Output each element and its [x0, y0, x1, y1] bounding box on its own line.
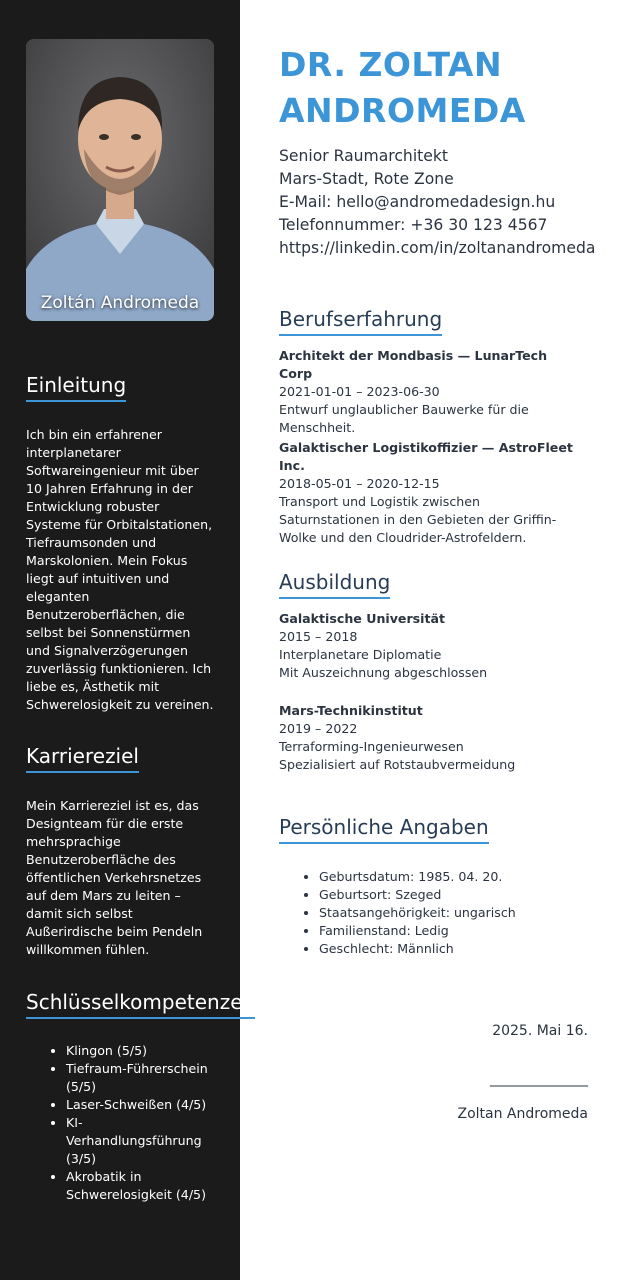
experience-item	[279, 347, 579, 437]
education-field: Interplanetare Diplomatie	[279, 647, 442, 662]
skill-item: • Klingon (5/5)	[66, 1042, 216, 1060]
personal-item: • Staatsangehörigkeit: ungarisch	[319, 904, 516, 922]
signature-line: ______________	[490, 1071, 588, 1087]
job-title: Senior Raumarchitekt	[279, 147, 449, 165]
skills-list	[26, 1042, 216, 1204]
personal-item: • Geburtsdatum: 1985. 04. 20.	[319, 868, 516, 886]
contact-block	[279, 145, 595, 260]
full-name	[279, 42, 526, 134]
personal-item: • Geschlecht: Männlich	[319, 940, 516, 958]
skills-heading: Schlüsselkompetenzen	[26, 990, 255, 1019]
education-dates: 2015 – 2018	[279, 629, 358, 644]
location: Mars-Stadt, Rote Zone	[279, 170, 454, 188]
education-note: Mit Auszeichnung abgeschlossen	[279, 665, 488, 680]
experience-dates: 2021-01-01 – 2023-06-30	[279, 384, 440, 399]
personal-heading: Persönliche Angaben	[279, 815, 489, 844]
intro-heading: Einleitung	[26, 373, 126, 402]
experience-item	[279, 439, 579, 547]
email[interactable]: E-Mail: hello@andromedadesign.hu	[279, 193, 556, 211]
main-content	[240, 0, 627, 1280]
sidebar	[0, 0, 256, 1280]
education-note: Spezialisiert auf Rotstaubvermeidung	[279, 757, 516, 772]
skill-item: • Laser-Schweißen (4/5)	[66, 1096, 216, 1114]
personal-item: • Geburtsort: Szeged	[319, 886, 516, 904]
personal-list	[279, 868, 516, 958]
skill-item: • Tiefraum-Führerschein (5/5)	[66, 1060, 216, 1096]
profile-photo	[26, 39, 214, 321]
personal-item: • Familienstand: Ledig	[319, 922, 516, 940]
career-goal-text: Mein Karriereziel ist es, das Designteam für die erste mehrsprachige Benutzeroberfläche des öffentlichen Verkehrsnetzes auf dem Mars zu leiten – damit sich selbst Außerirdische beim Pendeln willkommen fühlen.	[26, 798, 203, 957]
name-line-2: ANDROMEDA	[279, 91, 526, 130]
education-dates: 2019 – 2022	[279, 721, 358, 736]
intro-text: Ich bin ein erfahrener interplanetarer Softwareingenieur mit über 10 Jahren Erfahrung in der Entwicklung robuster Systeme für Orbitalstationen, Tiefraumsonden und Marskolonien. Mein Fokus liegt auf intuitiven und eleganten Benutzeroberflächen, die selbst bei Sonnenstürmen und Signalverzögerungen zuverlässig funktionieren. Ich liebe es, Ästhetik mit Schwerelosigkeit zu vereinen.	[26, 427, 214, 712]
experience-description: Transport und Logistik zwischen Saturnstationen in den Gebieten der Griffin-Wolke und den Cloudrider-Astrofeldern.	[279, 494, 557, 545]
phone[interactable]: Telefonnummer: +36 30 123 4567	[279, 216, 548, 234]
skill-item: • KI-Verhandlungsführung (3/5)	[66, 1114, 216, 1168]
signature-name: Zoltan Andromeda	[457, 1106, 588, 1122]
education-item	[279, 702, 579, 774]
education-heading: Ausbildung	[279, 570, 390, 599]
experience-heading: Berufserfahrung	[279, 307, 442, 336]
experience-dates: 2018-05-01 – 2020-12-15	[279, 476, 440, 491]
linkedin-link[interactable]: https://linkedin.com/in/zoltanandromeda	[279, 239, 596, 257]
skill-item: • Akrobatik in Schwerelosigkeit (4/5)	[66, 1168, 216, 1204]
career-goal-heading: Karriereziel	[26, 744, 139, 773]
name-line-1: DR. ZOLTAN	[279, 45, 503, 84]
experience-title: Architekt der Mondbasis — LunarTech Corp	[279, 348, 548, 381]
experience-description: Entwurf unglaublicher Bauwerke für die Menschheit.	[279, 402, 529, 435]
signoff-date: 2025. Mai 16.	[492, 1023, 588, 1039]
experience-title: Galaktischer Logistikoffizier — AstroFleet Inc.	[279, 440, 573, 473]
education-school: Galaktische Universität	[279, 611, 446, 626]
education-item	[279, 610, 579, 682]
portrait-photo	[26, 39, 214, 321]
photo-caption: Zoltán Andromeda	[40, 293, 200, 313]
education-field: Terraforming-Ingenieurwesen	[279, 739, 464, 754]
education-school: Mars-Technikinstitut	[279, 703, 423, 718]
